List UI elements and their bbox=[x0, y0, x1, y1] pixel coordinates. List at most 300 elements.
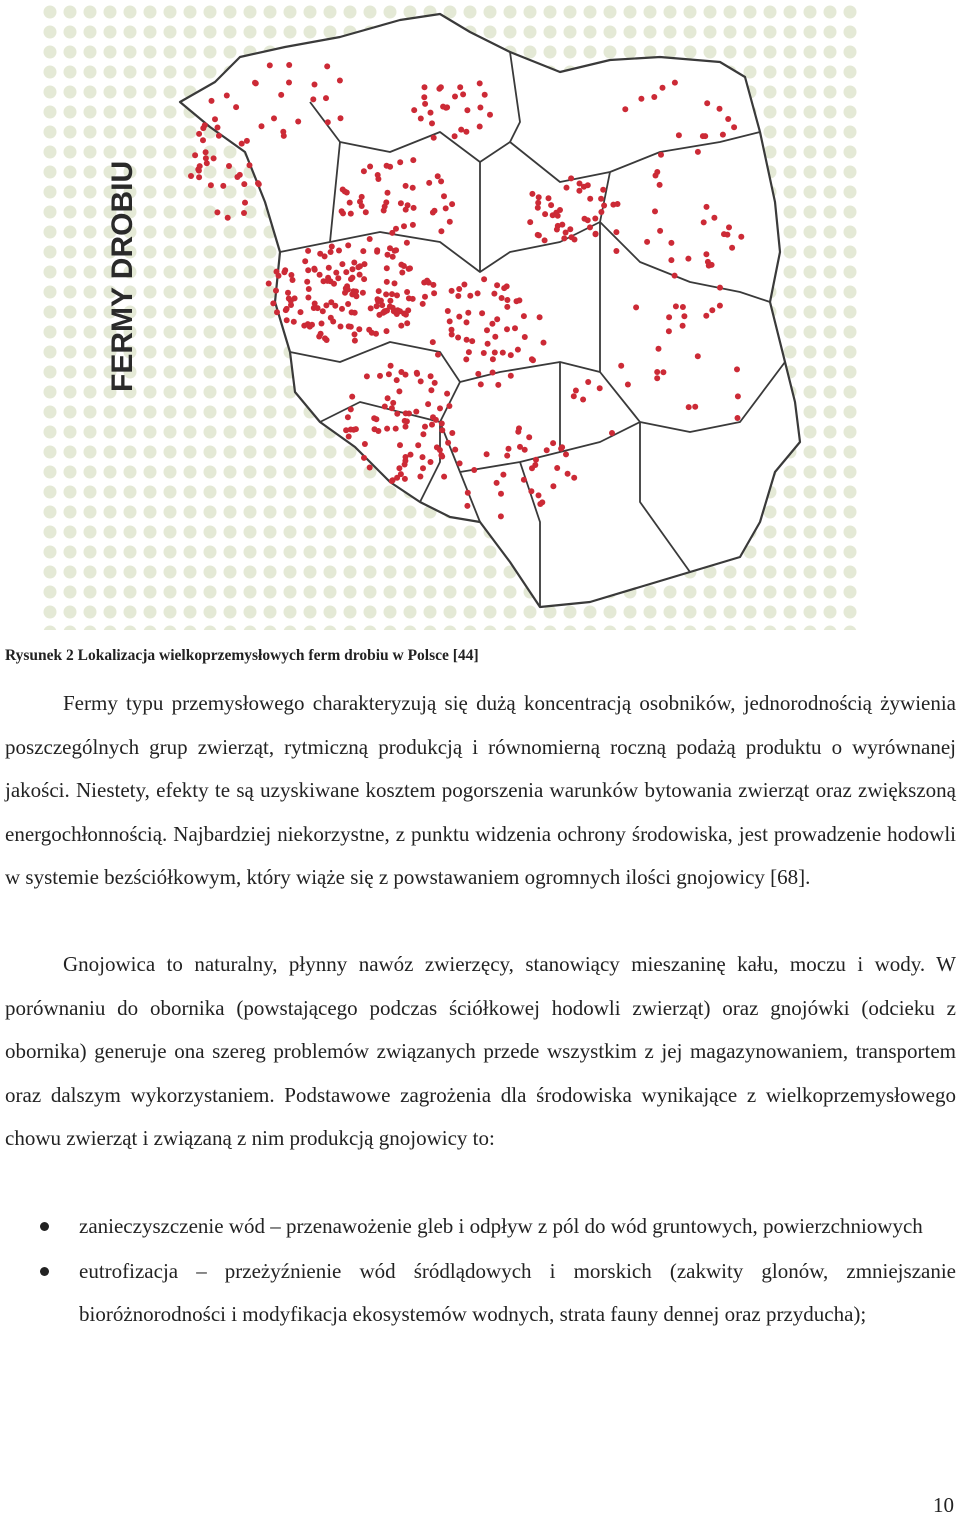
farm-dot bbox=[610, 202, 616, 208]
farm-dot bbox=[226, 163, 232, 169]
farm-dot bbox=[425, 401, 431, 407]
farm-dot bbox=[302, 258, 308, 264]
farm-dot bbox=[410, 185, 416, 191]
farm-dot bbox=[392, 280, 398, 286]
farm-dot bbox=[437, 405, 443, 411]
farm-dot bbox=[609, 430, 615, 436]
farm-dot bbox=[276, 273, 282, 279]
farm-dot bbox=[441, 474, 447, 480]
farm-dot bbox=[286, 62, 292, 68]
farm-dot bbox=[644, 239, 650, 245]
farm-dot bbox=[455, 293, 461, 299]
farm-dot bbox=[212, 116, 218, 122]
farm-dot bbox=[504, 304, 510, 310]
farm-dot bbox=[435, 173, 441, 179]
farm-dot bbox=[271, 115, 277, 121]
farm-dot bbox=[542, 237, 548, 243]
farm-dot bbox=[536, 232, 542, 238]
farm-dot bbox=[514, 298, 520, 304]
farm-dot bbox=[437, 447, 443, 453]
farm-dot bbox=[536, 492, 542, 498]
farm-dot bbox=[393, 226, 399, 232]
farm-dot bbox=[288, 302, 294, 308]
farm-dot bbox=[348, 427, 354, 433]
farm-dot bbox=[379, 302, 385, 308]
threats-list bbox=[0, 1205, 956, 1338]
farm-dot bbox=[428, 110, 434, 116]
paragraph-1-text: Fermy typu przemysłowego charakteryzują się dużą koncentracją osobników, jednorodnością żywienia poszczególnych grup zwierząt, rytmiczną produkcją i równomierną roczną podażą produktu o wyrównanej jakości. Niestety, efekty te są uzyskiwane kosztem pogorszenia warunków bytowania zwierząt oraz zwiększoną energochłonnością. Najbardziej niekorzystne, z punktu widzenia ochrony środowiska, jest prowadzenie hodowli w systemie bezściółkowym, który wiąże się z powstawaniem ogromnych ilości gnojowicy [68]. bbox=[5, 691, 956, 890]
farm-dot bbox=[449, 288, 455, 294]
farm-dot bbox=[196, 131, 202, 137]
farm-dot bbox=[573, 388, 579, 394]
farm-dot bbox=[484, 451, 490, 457]
farm-dot bbox=[464, 503, 470, 509]
farm-dot bbox=[305, 295, 311, 301]
farm-dot bbox=[535, 205, 541, 211]
farm-dot bbox=[455, 335, 461, 341]
farm-dot bbox=[672, 273, 678, 279]
farm-dot bbox=[362, 441, 368, 447]
farm-dot bbox=[533, 457, 539, 463]
farm-dot bbox=[735, 393, 741, 399]
farm-dot bbox=[339, 306, 345, 312]
farm-dot bbox=[717, 303, 723, 309]
farm-dot bbox=[449, 201, 455, 207]
farm-dot bbox=[422, 294, 428, 300]
farm-dot bbox=[259, 123, 265, 129]
farm-dot bbox=[376, 288, 382, 294]
farm-dot bbox=[373, 331, 379, 337]
farm-dot bbox=[568, 175, 574, 181]
farm-dot bbox=[656, 346, 662, 352]
farm-dot bbox=[398, 471, 404, 477]
farm-dot bbox=[430, 282, 436, 288]
farm-dot bbox=[367, 164, 373, 170]
farm-dot bbox=[323, 95, 329, 101]
farm-dot bbox=[422, 84, 428, 90]
farm-dot bbox=[374, 247, 380, 253]
farm-dot bbox=[477, 105, 483, 111]
farm-dot bbox=[310, 96, 316, 102]
farm-dot bbox=[329, 244, 335, 250]
farm-dot bbox=[403, 424, 409, 430]
farm-dot bbox=[571, 393, 577, 399]
farm-dot bbox=[527, 219, 533, 225]
farm-dot bbox=[266, 281, 272, 287]
farm-dot bbox=[668, 257, 674, 263]
farm-dot bbox=[345, 287, 351, 293]
farm-dot bbox=[550, 483, 556, 489]
farm-dot bbox=[288, 272, 294, 278]
farm-dot bbox=[281, 269, 287, 275]
farm-dot bbox=[382, 204, 388, 210]
farm-dot bbox=[270, 300, 276, 306]
farm-dot bbox=[398, 262, 404, 268]
farm-dot bbox=[452, 447, 458, 453]
farm-dot bbox=[292, 295, 298, 301]
farm-dot bbox=[542, 211, 548, 217]
farm-dot bbox=[456, 286, 462, 292]
farm-dot bbox=[349, 309, 355, 315]
farm-dot bbox=[652, 208, 658, 214]
paragraph-1 bbox=[5, 682, 956, 900]
farm-dot bbox=[613, 229, 619, 235]
farm-dot bbox=[385, 395, 391, 401]
farm-dot bbox=[312, 305, 318, 311]
farm-dot bbox=[407, 265, 413, 271]
farm-dot bbox=[284, 317, 290, 323]
farm-dot bbox=[536, 194, 542, 200]
farm-dot bbox=[410, 157, 416, 163]
farm-dot bbox=[477, 124, 483, 130]
farm-dot bbox=[702, 133, 708, 139]
farm-dot bbox=[316, 334, 322, 340]
farm-dot bbox=[384, 279, 390, 285]
farm-dot bbox=[456, 314, 462, 320]
farm-dot bbox=[651, 94, 657, 100]
farm-dot bbox=[466, 349, 472, 355]
farm-dot bbox=[305, 267, 311, 273]
farm-dot bbox=[338, 115, 344, 121]
farm-dot bbox=[326, 265, 332, 271]
farm-dot bbox=[701, 219, 707, 225]
farm-dot bbox=[350, 266, 356, 272]
farm-dot bbox=[735, 415, 741, 421]
farm-dot bbox=[390, 254, 396, 260]
farm-dot bbox=[224, 93, 230, 99]
farm-dot bbox=[438, 84, 444, 90]
farm-dot bbox=[363, 209, 369, 215]
farm-dot bbox=[305, 248, 311, 254]
farm-dot bbox=[422, 101, 428, 107]
farm-dot bbox=[319, 321, 325, 327]
farm-dot bbox=[397, 159, 403, 165]
farm-dot bbox=[387, 298, 393, 304]
farm-dot bbox=[367, 465, 373, 471]
farm-dot bbox=[317, 272, 323, 278]
farm-dot bbox=[420, 465, 426, 471]
farm-dot bbox=[550, 440, 556, 446]
farm-dot bbox=[399, 270, 405, 276]
farm-dot bbox=[692, 404, 698, 410]
list-item bbox=[0, 1205, 956, 1249]
farm-dot bbox=[200, 137, 206, 143]
farm-dot bbox=[286, 80, 292, 86]
farm-dot bbox=[337, 78, 343, 84]
farm-dot bbox=[247, 162, 253, 168]
farm-dot bbox=[489, 321, 495, 327]
farm-dot bbox=[485, 341, 491, 347]
farm-dot bbox=[418, 116, 424, 122]
farm-dot bbox=[351, 260, 357, 266]
farm-dot bbox=[528, 488, 534, 494]
list-item-text: eutrofizacja – przeżyźnienie wód śródlądowych i morskich (zakwity glonów, zmniejszanie bioróżnorodności i modyfikacja ekosystemów wodnych, strata fauny dennej oraz przyducha); bbox=[79, 1258, 956, 1327]
farm-dot bbox=[382, 308, 388, 314]
farm-dot bbox=[404, 418, 410, 424]
farm-dot bbox=[571, 475, 577, 481]
farm-dot bbox=[672, 80, 678, 86]
farm-dot bbox=[389, 291, 395, 297]
farm-dot bbox=[439, 427, 445, 433]
farm-dot bbox=[357, 199, 363, 205]
farm-dot bbox=[681, 313, 687, 319]
farm-dot bbox=[324, 63, 330, 69]
farm-dot bbox=[388, 363, 394, 369]
farm-dot bbox=[372, 426, 378, 432]
farm-dot bbox=[348, 324, 354, 330]
farm-dot bbox=[709, 307, 715, 313]
farm-dot bbox=[441, 193, 447, 199]
farm-dot bbox=[429, 120, 435, 126]
farm-dot bbox=[477, 80, 483, 86]
farm-dot bbox=[273, 288, 279, 294]
farm-dot bbox=[298, 309, 304, 315]
farm-dot bbox=[469, 338, 475, 344]
farm-dot bbox=[234, 174, 240, 180]
farm-dot bbox=[410, 222, 416, 228]
farm-dot bbox=[717, 285, 723, 291]
farm-dot bbox=[394, 292, 400, 298]
farm-dot bbox=[417, 474, 423, 480]
farm-dot bbox=[563, 451, 569, 457]
farm-dot bbox=[410, 296, 416, 302]
farm-dot bbox=[285, 290, 291, 296]
farm-dot bbox=[475, 371, 481, 377]
farm-dot bbox=[726, 224, 732, 230]
farm-dot bbox=[373, 416, 379, 422]
farm-dot bbox=[320, 308, 326, 314]
farm-dot bbox=[449, 332, 455, 338]
farm-dot bbox=[512, 325, 518, 331]
farm-dot bbox=[490, 370, 496, 376]
farm-dot bbox=[506, 446, 512, 452]
farm-dot bbox=[403, 410, 409, 416]
farm-dot bbox=[197, 163, 203, 169]
farm-dot bbox=[548, 202, 554, 208]
farm-dot bbox=[426, 180, 432, 186]
farm-dot bbox=[585, 379, 591, 385]
farm-dot bbox=[306, 286, 312, 292]
farm-dot bbox=[428, 459, 434, 465]
farm-dot bbox=[385, 252, 391, 258]
farm-dot bbox=[491, 291, 497, 297]
farm-dot bbox=[386, 371, 392, 377]
farm-dot bbox=[576, 188, 582, 194]
farm-dot bbox=[565, 471, 571, 477]
farm-dot bbox=[463, 356, 469, 362]
farm-dot bbox=[290, 277, 296, 283]
farm-dot bbox=[597, 385, 603, 391]
farm-dot bbox=[349, 394, 355, 400]
farm-dot bbox=[686, 404, 692, 410]
farm-dot bbox=[336, 248, 342, 254]
farm-dot bbox=[666, 314, 672, 320]
farm-dot bbox=[731, 124, 737, 130]
farm-dot bbox=[420, 301, 426, 307]
farm-dot bbox=[481, 350, 487, 356]
farm-dot bbox=[581, 184, 587, 190]
farm-dot bbox=[504, 297, 510, 303]
farm-dot bbox=[325, 119, 331, 125]
farm-dot bbox=[717, 106, 723, 112]
farm-dot bbox=[508, 352, 514, 358]
farm-dot bbox=[360, 248, 366, 254]
farm-dot bbox=[196, 174, 202, 180]
farm-dot bbox=[353, 426, 359, 432]
farm-dot bbox=[345, 301, 351, 307]
farm-dot bbox=[345, 414, 351, 420]
farm-dot bbox=[413, 409, 419, 415]
farm-dot bbox=[439, 454, 445, 460]
farm-dot bbox=[242, 200, 248, 206]
farm-dot bbox=[387, 164, 393, 170]
farm-dot bbox=[324, 337, 330, 343]
farm-dot bbox=[720, 132, 726, 138]
farm-dot bbox=[546, 195, 552, 201]
farm-dot bbox=[463, 129, 469, 135]
farm-dot bbox=[561, 235, 567, 241]
farm-dot bbox=[192, 152, 198, 158]
farm-dot bbox=[587, 224, 593, 230]
farm-dot bbox=[517, 444, 523, 450]
farm-dot bbox=[348, 406, 354, 412]
farm-dot bbox=[411, 107, 417, 113]
farm-dot bbox=[375, 296, 381, 302]
farm-dot bbox=[501, 285, 507, 291]
farm-dot bbox=[215, 125, 221, 131]
farm-dot bbox=[704, 100, 710, 106]
farm-dot bbox=[325, 275, 331, 281]
farm-dot bbox=[208, 182, 214, 188]
farm-dot bbox=[295, 119, 301, 125]
farm-dot bbox=[734, 366, 740, 372]
farm-dot bbox=[541, 340, 547, 346]
farm-dot bbox=[345, 242, 351, 248]
farm-dot bbox=[685, 256, 691, 262]
farm-dot bbox=[704, 204, 710, 210]
farm-dot bbox=[267, 62, 273, 68]
farm-dot bbox=[418, 378, 424, 384]
farm-dot bbox=[396, 465, 402, 471]
farm-dot bbox=[349, 275, 355, 281]
farm-dot bbox=[241, 210, 247, 216]
farm-dot bbox=[498, 513, 504, 519]
farm-dot bbox=[709, 262, 715, 268]
farm-dot bbox=[209, 98, 215, 104]
farm-dot bbox=[432, 208, 438, 214]
farm-dot bbox=[384, 426, 390, 432]
farm-dot bbox=[526, 434, 532, 440]
farm-dot bbox=[384, 328, 390, 334]
farm-dot bbox=[445, 440, 451, 446]
farm-dot bbox=[356, 326, 362, 332]
farm-dot bbox=[625, 382, 631, 388]
farm-dot bbox=[521, 313, 527, 319]
farm-dot bbox=[461, 282, 467, 288]
farm-dot bbox=[600, 187, 606, 193]
farm-dot bbox=[558, 446, 564, 452]
farm-dot bbox=[333, 270, 339, 276]
farm-dot bbox=[389, 478, 395, 484]
farm-dot bbox=[618, 363, 624, 369]
farm-dot bbox=[203, 155, 209, 161]
farm-dot bbox=[613, 248, 619, 254]
farm-dot bbox=[492, 334, 498, 340]
farm-dot bbox=[384, 265, 390, 271]
farm-dot bbox=[673, 303, 679, 309]
farm-dot bbox=[432, 380, 438, 386]
farm-dot bbox=[449, 430, 455, 436]
farm-dot bbox=[346, 434, 352, 440]
farm-dot bbox=[564, 185, 570, 191]
farm-dot bbox=[390, 400, 396, 406]
farm-dot bbox=[286, 296, 292, 302]
farm-dot bbox=[490, 356, 496, 362]
farm-dot bbox=[401, 223, 407, 229]
farm-dot bbox=[721, 231, 727, 237]
farm-dot bbox=[404, 289, 410, 295]
farm-dot bbox=[529, 191, 535, 197]
poultry-farms-map-figure bbox=[40, 2, 862, 630]
farm-dot bbox=[482, 92, 488, 98]
farm-dot bbox=[504, 326, 510, 332]
farm-dot bbox=[680, 323, 686, 329]
farm-dot bbox=[515, 347, 521, 353]
farm-dot bbox=[383, 291, 389, 297]
farm-dot bbox=[601, 203, 607, 209]
farm-dot bbox=[403, 183, 409, 189]
farm-dot bbox=[522, 334, 528, 340]
farm-dot bbox=[244, 138, 250, 144]
farm-dot bbox=[405, 202, 411, 208]
farm-dot bbox=[657, 228, 663, 234]
farm-dot bbox=[460, 91, 466, 97]
farm-dot bbox=[598, 209, 604, 215]
farm-dot bbox=[216, 133, 222, 139]
farm-dot bbox=[225, 215, 231, 221]
farm-dot bbox=[252, 80, 258, 86]
farm-dot bbox=[471, 467, 477, 473]
farm-dot bbox=[408, 452, 414, 458]
farm-dot bbox=[484, 327, 490, 333]
farm-dot bbox=[553, 210, 559, 216]
farm-dot bbox=[428, 387, 434, 393]
farm-dot bbox=[415, 442, 421, 448]
farm-dot bbox=[281, 133, 287, 139]
farm-dot bbox=[587, 196, 593, 202]
farm-dot bbox=[398, 323, 404, 329]
farm-dot bbox=[598, 196, 604, 202]
farm-dot bbox=[394, 411, 400, 417]
farm-dot bbox=[654, 369, 660, 375]
farm-dot bbox=[375, 176, 381, 182]
farm-dot bbox=[499, 295, 505, 301]
farm-dot bbox=[554, 465, 560, 471]
farm-dot bbox=[622, 106, 628, 112]
farm-dot bbox=[492, 350, 498, 356]
farm-dot bbox=[464, 319, 470, 325]
farm-dot bbox=[452, 133, 458, 139]
farm-dot bbox=[361, 276, 367, 282]
farm-dot bbox=[592, 216, 598, 222]
farm-dot bbox=[357, 263, 363, 269]
farm-dot bbox=[328, 315, 334, 321]
farm-dot bbox=[360, 290, 366, 296]
farm-dot bbox=[403, 312, 409, 318]
farm-dot bbox=[654, 375, 660, 381]
farm-dot bbox=[311, 266, 317, 272]
farm-dot bbox=[444, 391, 450, 397]
